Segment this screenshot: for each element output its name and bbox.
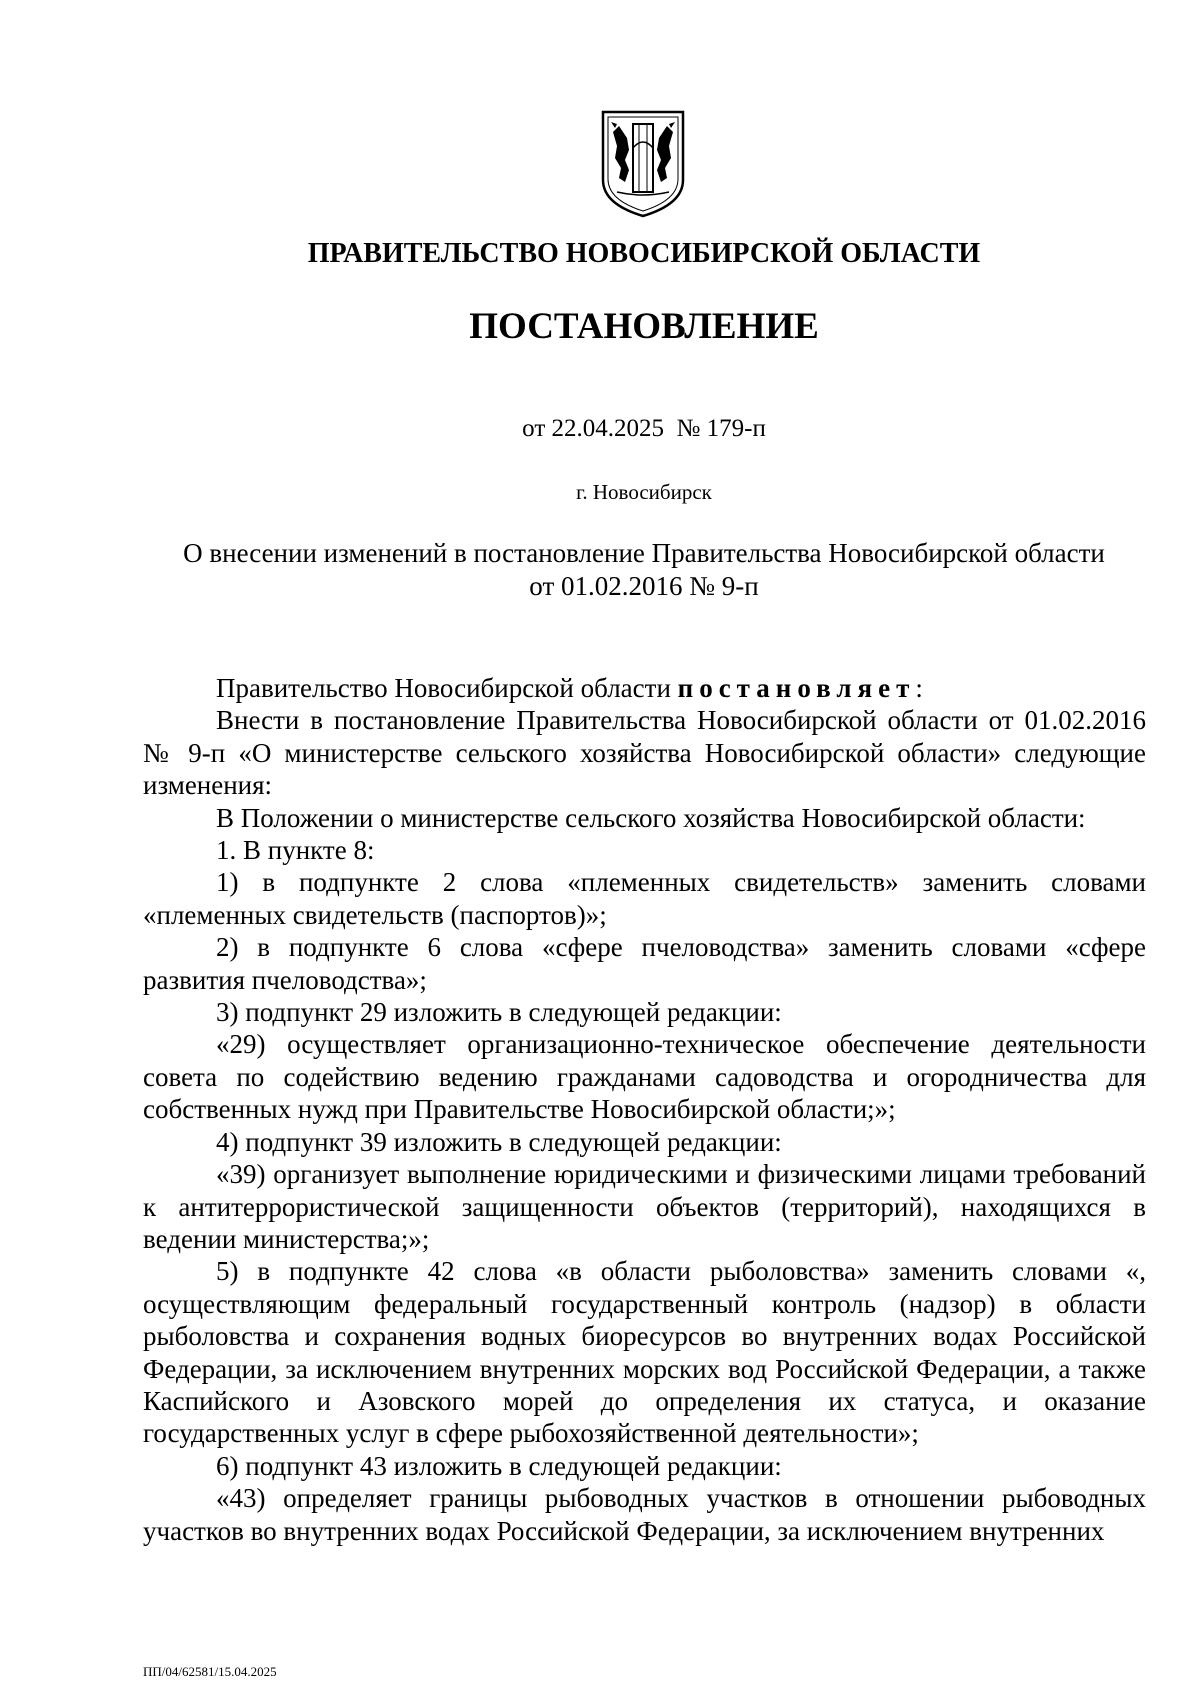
body-paragraph: 5) в подпункте 42 слова «в области рыболовства» заменить словами «, осуществляющим федеральный государственный контроль (надзор) в области рыболовства и сохранения водных биоресурсов во внутренних водах Российской Федерации, за исключением внутренних морских вод Российской Федерации, а также Каспийского и Азовского морей до определения их статуса, и оказание государственных услуг в сфере рыбохозяйственной деятельности»;: [143, 1256, 1146, 1449]
body-paragraph: 2) в подпункте 6 слова «сфере пчеловодства» заменить словами «сфере развития пчеловодства»;: [143, 932, 1146, 995]
document-title-line-1: О внесении изменений в постановление Правительства Новосибирской области: [183, 538, 1105, 568]
body-paragraph: 1) в подпункте 2 слова «племенных свидетельств» заменить словами «племенных свидетельств (паспортов)»;: [143, 867, 1146, 930]
body-paragraph: 6) подпункт 43 изложить в следующей редакции:: [216, 1450, 782, 1481]
coat-of-arms-icon: [597, 108, 689, 218]
document-date-number: от 22.04.2025 № 179-п: [522, 415, 766, 442]
intro-prefix: Правительство Новосибирской области: [216, 673, 671, 703]
document-body: [143, 672, 1146, 1547]
intro-verb: постановляет: [677, 673, 916, 703]
body-paragraph: «39) организует выполнение юридическими и физическими лицами требований к антитеррористической защищенности объектов (территорий), находящихся в ведении министерства;»;: [143, 1159, 1146, 1254]
body-paragraph: 1. В пункте 8:: [216, 835, 375, 866]
body-paragraph: Внести в постановление Правительства Новосибирской области от 01.02.2016 № 9-п «О министерстве сельского хозяйства Новосибирской области» следующие изменения:: [143, 705, 1146, 801]
body-paragraph: В Положении о министерстве сельского хозяйства Новосибирской области:: [216, 802, 1086, 833]
body-paragraph: 3) подпункт 29 изложить в следующей редакции:: [216, 997, 782, 1028]
body-paragraph: 4) подпункт 39 изложить в следующей редакции:: [216, 1126, 782, 1157]
organization-name: ПРАВИТЕЛЬСТВО НОВОСИБИРСКОЙ ОБЛАСТИ: [307, 238, 981, 269]
document-footer-code: ПП/04/62581/15.04.2025: [143, 1664, 277, 1679]
intro-paragraph: [143, 672, 1146, 704]
body-paragraph: «43) определяет границы рыбоводных участков в отношении рыбоводных участков во внутренних водах Российской Федерации, за исключением внутренних: [143, 1483, 1146, 1546]
intro-suffix: :: [915, 673, 923, 703]
body-paragraph: «29) осуществляет организационно-техническое обеспечение деятельности совета по содействию ведению гражданами садоводства и огородничества для собственных нужд при Правительстве Новосибирской области;»;: [143, 1029, 1146, 1125]
city-name: г. Новосибирск: [576, 480, 712, 504]
document-title: [143, 537, 1145, 603]
document-title-line-2: от 01.02.2016 № 9-п: [529, 571, 759, 601]
document-type: ПОСТАНОВЛЕНИЕ: [469, 306, 819, 347]
